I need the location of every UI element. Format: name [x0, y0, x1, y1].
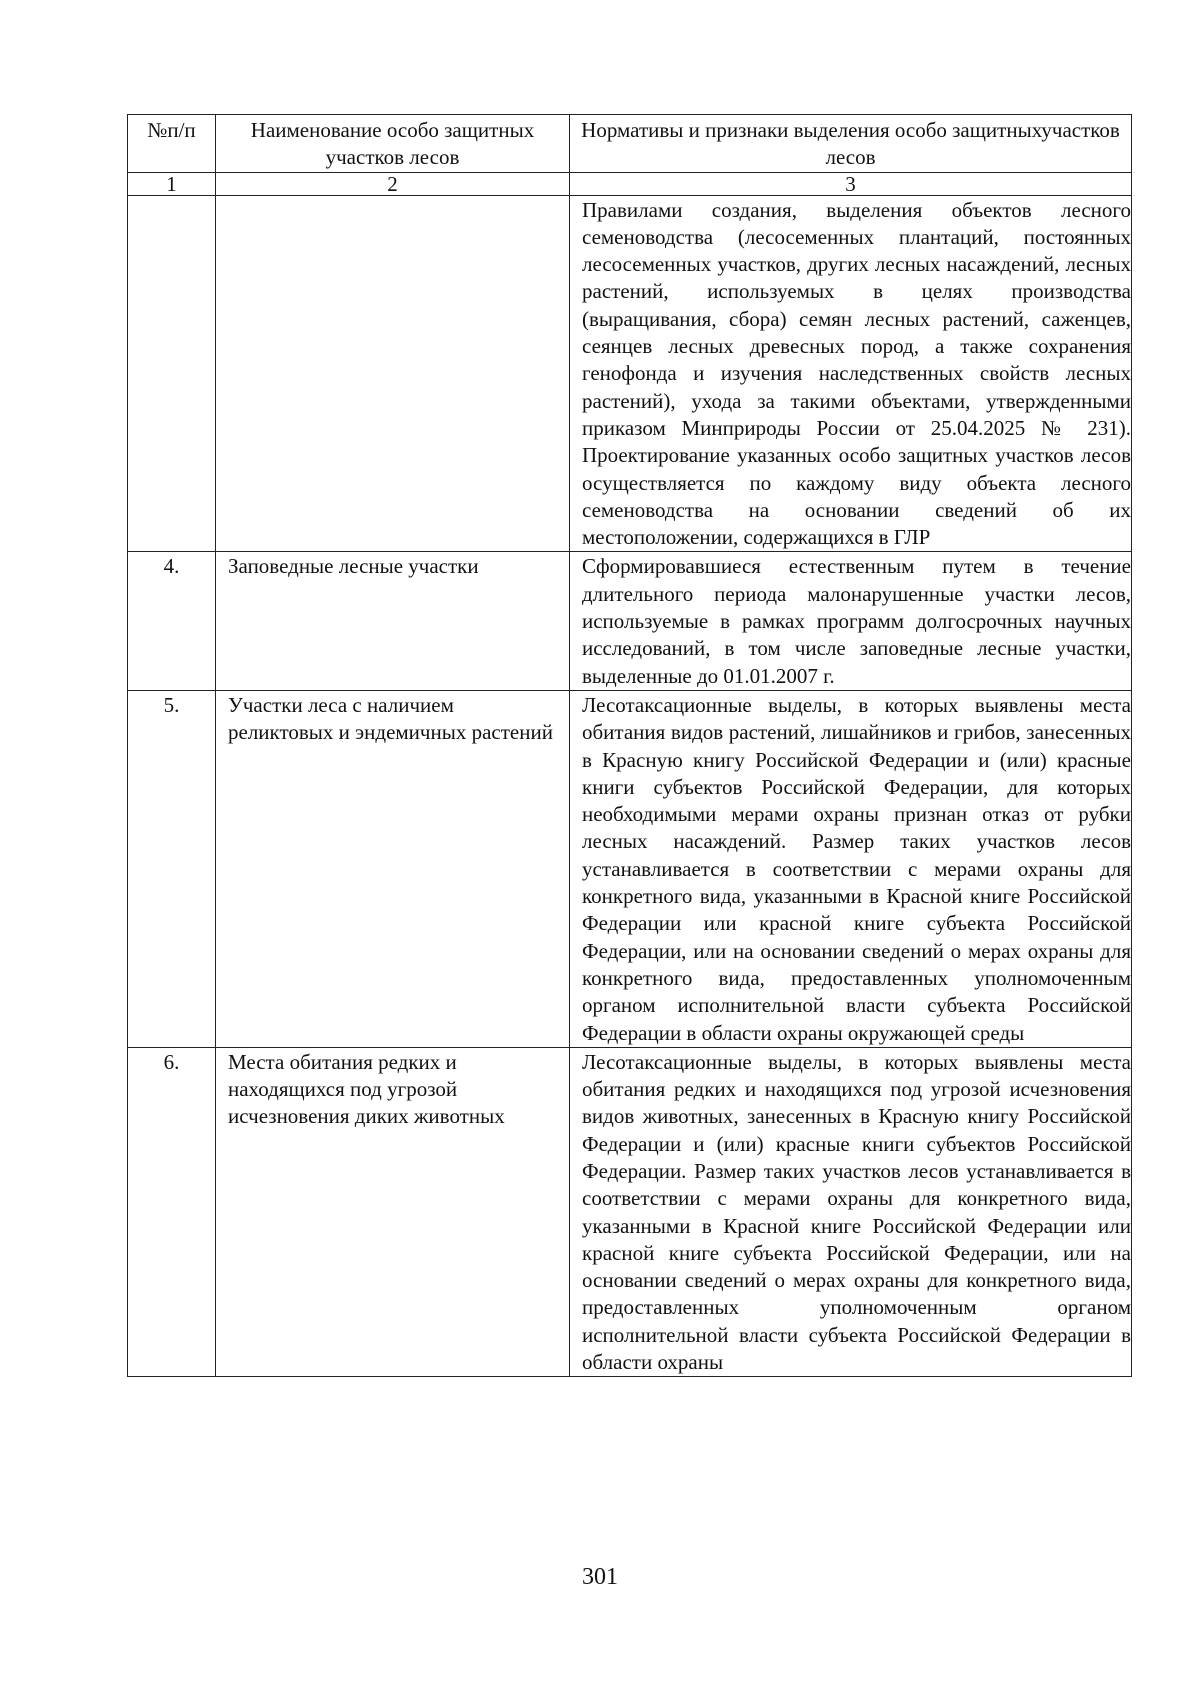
row-name: Места обитания редких и находящихся под угрозой исчезновения диких животных [228, 1049, 505, 1129]
table-row [128, 1047, 1132, 1377]
page-number: 301 [582, 1564, 618, 1590]
row-criteria-cell [570, 1047, 1132, 1377]
row-number [128, 196, 215, 197]
column-number-row [128, 172, 1132, 195]
row-criteria-cell [570, 552, 1132, 690]
header-criteria: Нормативы и признаки выделения особо защитныхучастков лесов [581, 118, 1120, 170]
row-name-cell [216, 195, 570, 552]
row-name: Заповедные лесные участки [228, 554, 479, 579]
row-criteria-cell [570, 690, 1132, 1047]
regulations-table [127, 114, 1132, 1377]
row-criteria: Правилами создания, выделения объектов лесного семеноводства (лесосеменных плантаций, постоянных лесосеменных участков, других лесных насаждений, лесных растений, используемых в целях производства (выращивания, сбора) семян лесных растений, саженцев, сеянцев лесных древесных пород, а также сохранения генофонда и изучения наследственных свойств лесных растений), ухода за такими объектами, утвержденными приказом Минприроды России от 25.04.2025 № 231). Проектирование указанных особо защитных участков лесов осуществляется по каждому виду объекта лесного семеноводства на основании сведений об их местоположении, содержащихся в ГЛР [582, 197, 1131, 550]
row-number-cell [128, 195, 216, 552]
row-number: 5. [163, 692, 180, 717]
row-criteria: Лесотаксационные выделы, в которых выявлены места обитания редких и находящихся под угрозой исчезновения видов животных, занесенных в Красную книгу Российской Федерации и (или) красные книги субъектов Российской Федерации. Размер таких участков лесов устанавливается в соответствии с мерами охраны для конкретного вида, указанными в Красной книге Российской Федерации или красной книге субъекта Российской Федерации, или на основании сведений о мерах охраны для конкретного вида, предоставленных уполномоченным органом исполнительной власти субъекта Российской Федерации в области охраны [582, 1049, 1131, 1375]
header-name-cell [216, 115, 570, 173]
column-number-1: 1 [128, 172, 216, 195]
header-number: №п/п [147, 118, 196, 142]
header-criteria-cell [570, 115, 1132, 173]
row-name [216, 196, 569, 197]
row-name-cell [216, 552, 570, 690]
row-number-cell [128, 1047, 216, 1377]
header-name: Наименование особо защитных участков лесов [250, 118, 535, 170]
row-criteria: Лесотаксационные выделы, в которых выявлены места обитания видов растений, лишайников и грибов, занесенных в Красную книгу Российской Федерации и (или) красные книги субъектов Российской Федерации, для которых необходимыми мерами охраны признан отказ от рубки лесных насаждений. Размер таких участков лесов устанавливается в соответствии с мерами охраны для конкретного вида, указанными в Красной книге Российской Федерации или красной книге субъекта Российской Федерации, или на основании сведений о мерах охраны для конкретного вида, предоставленных уполномоченным органом исполнительной власти субъекта Российской Федерации в области охраны окружающей среды [582, 692, 1131, 1045]
row-number: 4. [163, 554, 180, 579]
row-number-cell [128, 690, 216, 1047]
row-name: Участки леса с наличием реликтовых и эндемичных растений [228, 692, 553, 745]
table-row [128, 552, 1132, 690]
row-name-cell [216, 1047, 570, 1377]
row-criteria: Сформировавшиеся естественным путем в течение длительного периода малонарушенные участки лесов, используемые в рамках программ долгосрочных научных исследований, в том числе заповедные лесные участки, выделенные до 01.01.2007 г. [582, 554, 1131, 688]
row-name-cell [216, 690, 570, 1047]
row-criteria-cell [570, 195, 1132, 552]
column-number-3: 3 [570, 172, 1132, 195]
row-number: 6. [163, 1049, 180, 1074]
table-header-row [128, 115, 1132, 173]
table-row [128, 690, 1132, 1047]
column-number-2: 2 [216, 172, 570, 195]
row-number-cell [128, 552, 216, 690]
header-number-cell [128, 115, 216, 173]
table-row [128, 195, 1132, 552]
